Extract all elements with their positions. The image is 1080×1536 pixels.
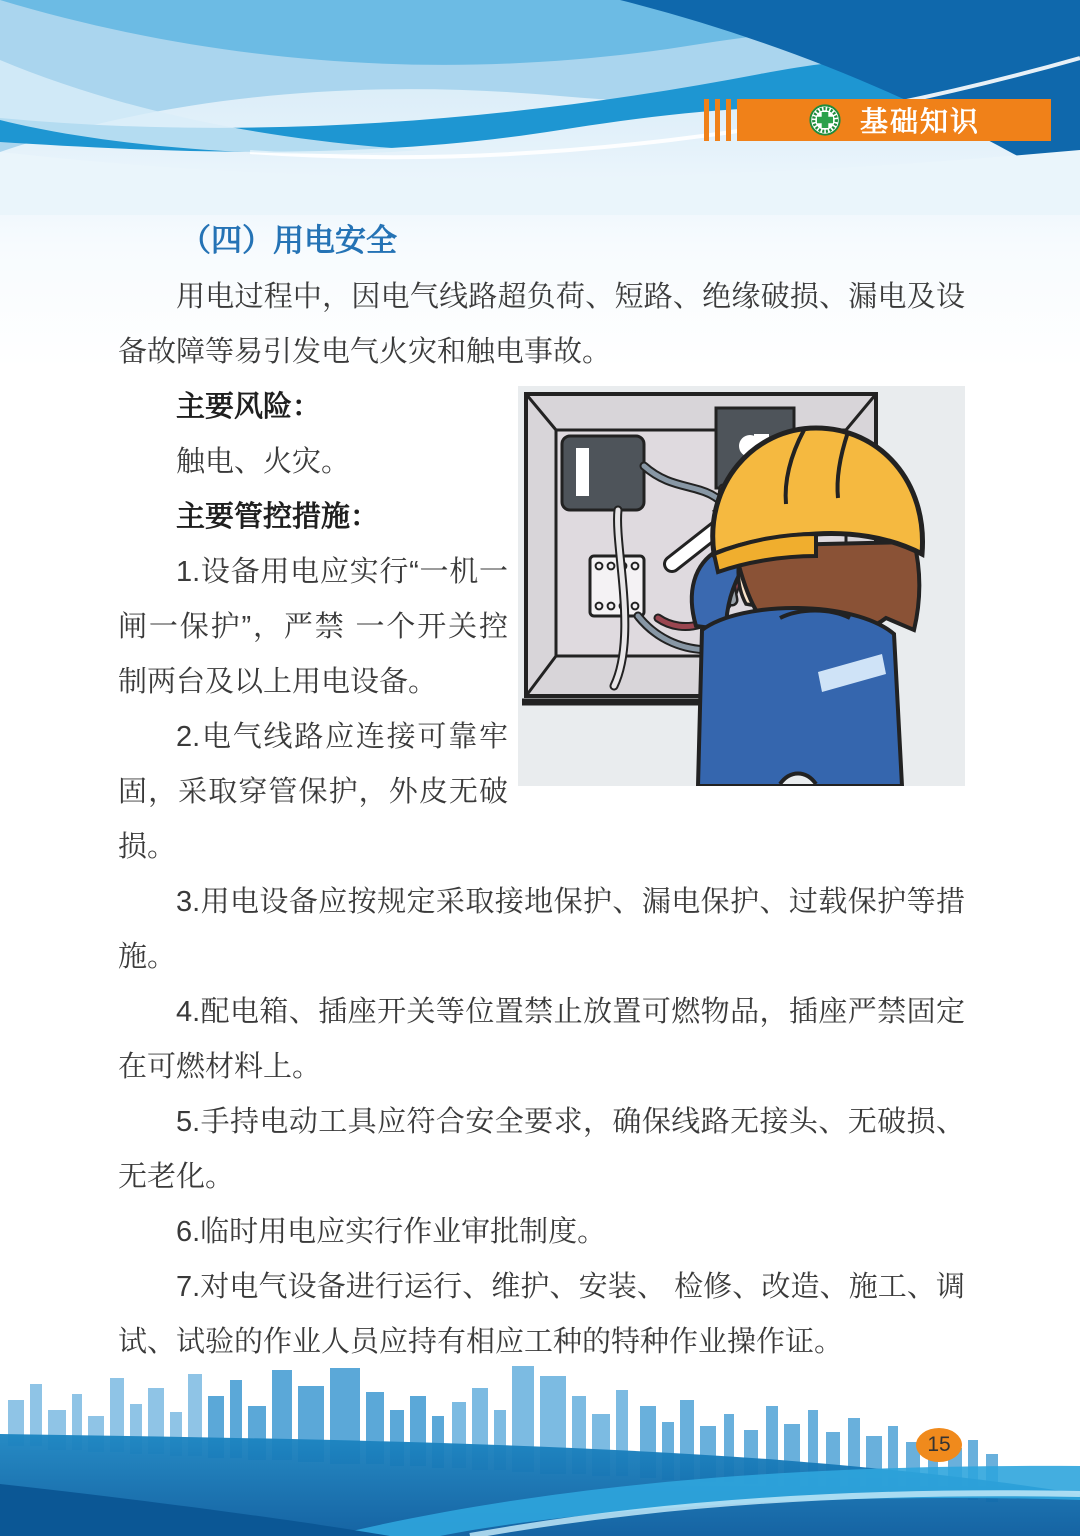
worker-figure [692,428,923,786]
banner-bar [704,99,709,141]
page-number-badge [916,1428,962,1462]
banner-bar [726,99,731,141]
measures-heading: 主要管控措施： [176,501,380,533]
measure-item: 3.用电设备应按规定采取接地保护、漏电保护、过载保护等措施。 [118,886,965,973]
page-number: 15 [927,1433,951,1456]
measure-item: 4.配电箱、插座开关等位置禁止放置可燃物品，插座严禁固定在可燃材料上。 [118,996,965,1083]
measure-item: 1.设备用电应实行“一机一闸一保护”，严禁 一个开关控制两台及以上用电设备。 [118,556,508,698]
safety-cross-emblem-icon [808,103,842,137]
banner-bar [715,99,720,141]
risk-heading: 主要风险： [176,391,322,423]
measure-item: 5.手持电动工具应符合安全要求，确保线路无接头、无破损、无老化。 [118,1106,965,1193]
banner-title: 基础知识 [859,106,980,137]
page-title: （四）用电安全 [180,223,397,258]
main-content [118,212,965,1370]
risk-body: 触电、火灾。 [176,446,351,478]
banner-box [737,99,1051,141]
measure-item: 7.对电气设备进行运行、维护、安装、 检修、改造、施工、调试、试验的作业人员应持有相应工种的特种作业操作证。 [118,1271,965,1358]
electrician-illustration [518,386,965,786]
measure-item: 2.电气线路应连接可靠牢固，采取穿管保护，外皮无破损。 [118,721,508,863]
measure-item: 6.临时用电应实行作业审批制度。 [176,1216,607,1248]
section-banner [704,99,1051,141]
intro-paragraph: 用电过程中，因电气线路超负荷、短路、绝缘破损、漏电及设备故障等易引发电气火灾和触电事故。 [118,281,965,368]
